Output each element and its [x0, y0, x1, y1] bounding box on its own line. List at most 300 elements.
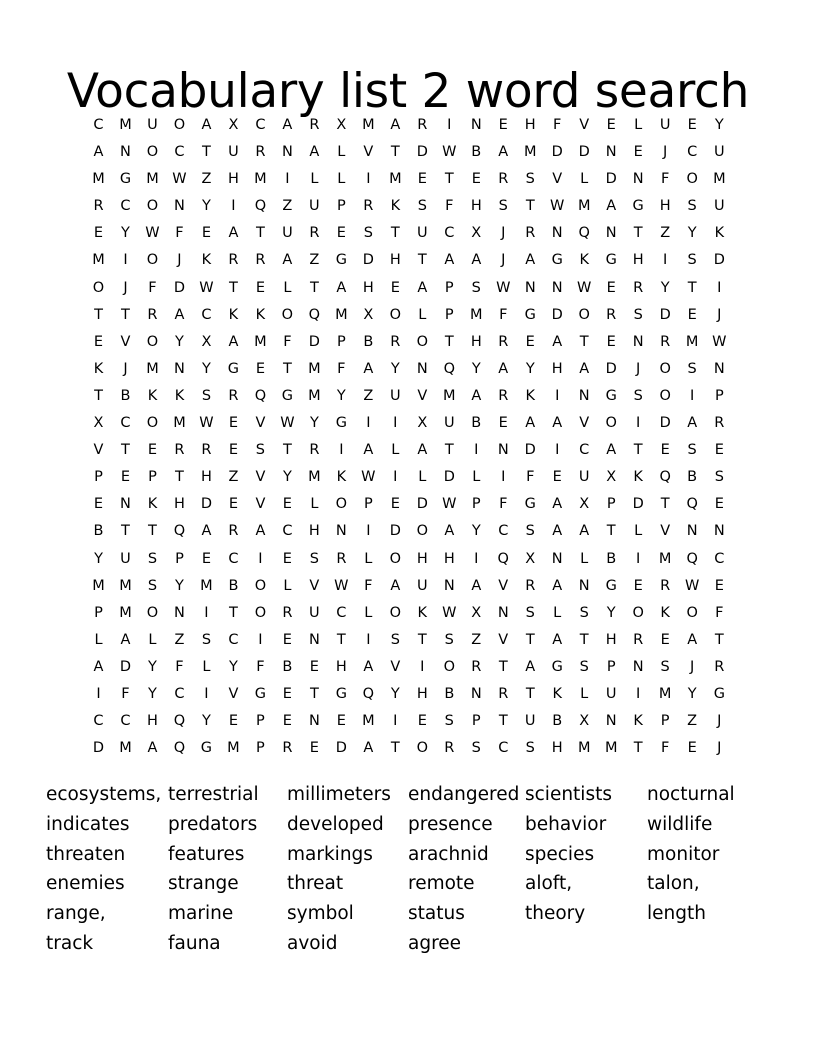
letter-cell[interactable]: E [282, 550, 292, 567]
letter-cell[interactable]: R [471, 658, 482, 675]
letter-cell[interactable]: T [417, 252, 427, 269]
letter-cell[interactable]: O [686, 604, 698, 621]
word-list-item[interactable]: avoid [287, 932, 338, 954]
letter-cell[interactable]: Y [471, 523, 481, 540]
letter-cell[interactable]: A [498, 360, 509, 377]
letter-cell[interactable]: C [498, 523, 509, 540]
letter-cell[interactable]: X [525, 550, 536, 567]
letter-cell[interactable]: L [418, 306, 427, 323]
letter-cell[interactable]: K [147, 387, 158, 404]
letter-cell[interactable]: B [120, 387, 131, 404]
letter-cell[interactable]: O [335, 496, 348, 513]
letter-cell[interactable]: M [362, 117, 375, 133]
letter-cell[interactable]: W [280, 415, 295, 432]
letter-cell[interactable]: K [174, 387, 185, 404]
letter-cell[interactable]: P [606, 658, 616, 675]
letter-cell[interactable]: H [227, 171, 239, 188]
letter-cell[interactable]: N [605, 713, 617, 730]
letter-cell[interactable]: P [94, 469, 103, 486]
word-list-item[interactable]: developed [287, 813, 384, 835]
letter-cell[interactable]: L [310, 171, 319, 188]
letter-cell[interactable]: D [551, 306, 563, 323]
letter-cell[interactable]: S [633, 387, 643, 404]
letter-cell[interactable]: O [146, 198, 159, 215]
letter-cell[interactable]: M [254, 171, 267, 188]
letter-cell[interactable]: C [498, 740, 509, 757]
letter-cell[interactable]: Y [714, 117, 724, 133]
letter-cell[interactable]: L [364, 550, 373, 567]
letter-cell[interactable]: S [687, 252, 697, 269]
letter-cell[interactable]: E [228, 713, 238, 730]
letter-cell[interactable]: Y [148, 658, 157, 675]
letter-cell[interactable]: A [201, 523, 212, 540]
letter-cell[interactable]: P [256, 740, 265, 757]
letter-cell[interactable]: M [685, 333, 699, 350]
letter-cell[interactable]: C [174, 144, 185, 161]
letter-cell[interactable]: D [713, 252, 725, 269]
letter-cell[interactable]: I [339, 442, 344, 459]
letter-cell[interactable]: N [174, 360, 185, 377]
letter-cell[interactable]: P [714, 387, 724, 404]
letter-cell[interactable]: I [501, 469, 506, 486]
letter-cell[interactable]: G [605, 252, 617, 269]
letter-cell[interactable]: X [201, 333, 212, 350]
letter-cell[interactable]: D [605, 171, 617, 188]
word-list-item[interactable]: terrestrial [168, 784, 259, 805]
letter-cell[interactable]: M [200, 577, 213, 594]
letter-cell[interactable]: K [660, 604, 670, 621]
letter-cell[interactable]: M [389, 171, 402, 188]
letter-cell[interactable]: H [416, 685, 428, 702]
letter-cell[interactable]: T [390, 225, 400, 242]
letter-cell[interactable]: K [525, 387, 535, 404]
letter-cell[interactable]: K [552, 685, 562, 702]
letter-cell[interactable]: A [606, 442, 617, 459]
letter-cell[interactable]: R [606, 306, 617, 323]
letter-cell[interactable]: U [309, 198, 320, 215]
letter-cell[interactable]: O [146, 604, 159, 621]
letter-cell[interactable]: R [714, 658, 725, 675]
letter-cell[interactable]: D [200, 496, 213, 513]
word-list-item[interactable]: ecosystems, [46, 784, 162, 805]
letter-cell[interactable]: I [474, 442, 479, 459]
letter-cell[interactable]: D [362, 252, 374, 269]
letter-cell[interactable]: S [201, 387, 212, 404]
letter-cell[interactable]: W [442, 144, 457, 161]
letter-cell[interactable]: F [364, 577, 373, 594]
letter-cell[interactable]: A [444, 523, 455, 540]
letter-cell[interactable]: R [525, 225, 536, 242]
letter-cell[interactable]: G [605, 577, 617, 594]
letter-cell[interactable]: B [363, 333, 374, 350]
letter-cell[interactable]: M [92, 171, 105, 188]
letter-cell[interactable]: O [146, 144, 159, 161]
letter-cell[interactable]: V [228, 685, 239, 702]
letter-cell[interactable]: N [470, 117, 482, 133]
letter-cell[interactable]: Q [497, 550, 509, 567]
letter-cell[interactable]: N [443, 577, 455, 594]
word-list-item[interactable]: marine [168, 903, 234, 925]
letter-cell[interactable]: L [634, 523, 643, 540]
letter-cell[interactable]: T [579, 631, 589, 648]
letter-cell[interactable]: T [175, 469, 184, 486]
word-list-item[interactable]: endangered [408, 784, 520, 805]
letter-cell[interactable]: S [471, 279, 481, 296]
letter-cell[interactable]: R [282, 604, 293, 621]
letter-cell[interactable]: K [201, 252, 212, 269]
letter-cell[interactable]: D [551, 144, 563, 161]
letter-cell[interactable]: R [255, 252, 266, 269]
letter-cell[interactable]: S [363, 225, 373, 242]
letter-cell[interactable]: X [336, 117, 347, 133]
letter-cell[interactable]: R [309, 225, 320, 242]
letter-cell[interactable]: Z [687, 713, 698, 730]
letter-cell[interactable]: E [417, 713, 427, 730]
word-list-item[interactable]: nocturnal [647, 784, 735, 805]
letter-cell[interactable]: M [577, 198, 591, 215]
letter-cell[interactable]: O [146, 252, 159, 269]
letter-cell[interactable]: V [660, 523, 671, 540]
letter-cell[interactable]: E [336, 225, 346, 242]
letter-cell[interactable]: T [228, 604, 238, 621]
letter-cell[interactable]: M [119, 740, 132, 757]
letter-cell[interactable]: D [119, 658, 132, 675]
letter-cell[interactable]: Q [686, 550, 698, 567]
letter-cell[interactable]: O [389, 604, 402, 621]
letter-cell[interactable]: T [121, 442, 130, 459]
letter-cell[interactable]: Y [202, 713, 211, 730]
letter-cell[interactable]: G [119, 171, 132, 188]
letter-cell[interactable]: Y [525, 360, 535, 377]
letter-cell[interactable]: S [579, 604, 589, 621]
letter-cell[interactable]: C [444, 225, 455, 242]
letter-cell[interactable]: S [417, 198, 427, 215]
letter-cell[interactable]: E [390, 279, 400, 296]
letter-cell[interactable]: S [525, 523, 535, 540]
word-list-item[interactable]: behavior [525, 813, 607, 835]
letter-cell[interactable]: G [227, 360, 240, 377]
letter-cell[interactable]: R [633, 279, 644, 296]
letter-cell[interactable]: E [633, 144, 643, 161]
letter-cell[interactable]: S [444, 713, 454, 730]
letter-cell[interactable]: I [393, 415, 398, 432]
letter-cell[interactable]: F [121, 685, 130, 702]
letter-cell[interactable]: M [308, 387, 321, 404]
letter-cell[interactable]: N [713, 523, 725, 540]
letter-cell[interactable]: R [282, 740, 293, 757]
letter-cell[interactable]: M [335, 306, 348, 323]
letter-cell[interactable]: R [660, 577, 671, 594]
letter-cell[interactable]: I [366, 415, 371, 432]
letter-cell[interactable]: C [228, 631, 239, 648]
letter-cell[interactable]: I [420, 658, 425, 675]
letter-cell[interactable]: T [498, 658, 508, 675]
letter-cell[interactable]: K [633, 469, 643, 486]
letter-cell[interactable]: K [255, 306, 266, 323]
letter-cell[interactable]: J [123, 360, 128, 377]
letter-cell[interactable]: L [364, 604, 373, 621]
letter-cell[interactable]: L [310, 496, 319, 513]
letter-cell[interactable]: M [658, 550, 672, 567]
letter-cell[interactable]: S [498, 198, 508, 215]
letter-cell[interactable]: U [605, 685, 617, 702]
letter-cell[interactable]: V [579, 415, 590, 432]
letter-cell[interactable]: I [96, 685, 101, 702]
letter-cell[interactable]: L [418, 469, 427, 486]
letter-cell[interactable]: Y [471, 360, 481, 377]
word-list-item[interactable]: track [46, 932, 94, 954]
letter-cell[interactable]: B [471, 415, 482, 432]
letter-cell[interactable]: C [120, 415, 131, 432]
letter-cell[interactable]: I [285, 171, 290, 188]
letter-cell[interactable]: R [633, 631, 644, 648]
letter-cell[interactable]: W [172, 171, 187, 188]
letter-cell[interactable]: G [605, 387, 617, 404]
letter-cell[interactable]: N [551, 225, 563, 242]
letter-cell[interactable]: H [524, 117, 536, 133]
letter-cell[interactable]: X [579, 713, 590, 730]
letter-cell[interactable]: B [228, 577, 239, 594]
letter-cell[interactable]: T [444, 442, 454, 459]
letter-cell[interactable]: O [146, 333, 159, 350]
letter-cell[interactable]: R [309, 442, 320, 459]
letter-cell[interactable]: X [471, 225, 482, 242]
letter-cell[interactable]: S [525, 740, 535, 757]
letter-cell[interactable]: T [633, 225, 643, 242]
letter-cell[interactable]: T [202, 144, 211, 161]
letter-cell[interactable]: R [228, 523, 239, 540]
letter-cell[interactable]: C [714, 550, 725, 567]
word-list-item[interactable]: species [525, 843, 595, 865]
letter-cell[interactable]: U [147, 117, 158, 133]
letter-cell[interactable]: Z [363, 387, 374, 404]
letter-cell[interactable]: S [444, 631, 454, 648]
letter-cell[interactable]: F [148, 279, 157, 296]
letter-cell[interactable]: I [258, 631, 263, 648]
letter-cell[interactable]: Y [606, 604, 616, 621]
letter-cell[interactable]: E [309, 740, 319, 757]
letter-cell[interactable]: P [336, 333, 346, 350]
letter-cell[interactable]: J [501, 225, 506, 242]
letter-cell[interactable]: O [254, 577, 267, 594]
letter-cell[interactable]: D [659, 306, 671, 323]
letter-cell[interactable]: T [444, 171, 454, 188]
letter-cell[interactable]: O [605, 415, 617, 432]
letter-cell[interactable]: T [309, 685, 319, 702]
letter-cell[interactable]: C [687, 144, 698, 161]
letter-cell[interactable]: N [416, 360, 428, 377]
letter-cell[interactable]: H [551, 740, 563, 757]
letter-cell[interactable]: G [551, 252, 563, 269]
letter-cell[interactable]: F [256, 658, 265, 675]
word-list-item[interactable]: status [408, 903, 465, 925]
letter-cell[interactable]: B [282, 658, 293, 675]
letter-cell[interactable]: O [389, 306, 402, 323]
letter-cell[interactable]: Q [308, 306, 321, 323]
letter-cell[interactable]: G [254, 685, 267, 702]
letter-cell[interactable]: G [335, 415, 347, 432]
letter-cell[interactable]: M [523, 144, 537, 161]
letter-cell[interactable]: E [687, 117, 697, 133]
word-list-item[interactable]: monitor [647, 843, 720, 865]
letter-cell[interactable]: E [201, 225, 212, 242]
letter-cell[interactable]: Y [121, 225, 130, 242]
letter-cell[interactable]: A [687, 631, 698, 648]
letter-cell[interactable]: S [201, 631, 212, 648]
letter-cell[interactable]: T [228, 279, 238, 296]
letter-cell[interactable]: L [580, 171, 589, 188]
letter-cell[interactable]: Y [687, 225, 697, 242]
letter-cell[interactable]: I [393, 469, 398, 486]
letter-cell[interactable]: L [580, 550, 589, 567]
letter-cell[interactable]: E [606, 279, 616, 296]
letter-cell[interactable]: N [120, 496, 131, 513]
letter-cell[interactable]: B [93, 523, 104, 540]
letter-cell[interactable]: Y [687, 685, 697, 702]
letter-cell[interactable]: M [92, 252, 105, 269]
letter-cell[interactable]: H [308, 523, 320, 540]
letter-cell[interactable]: Z [201, 171, 212, 188]
letter-cell[interactable]: V [498, 631, 509, 648]
letter-cell[interactable]: V [255, 415, 266, 432]
letter-cell[interactable]: A [552, 333, 563, 350]
letter-cell[interactable]: F [445, 198, 454, 215]
word-list-item[interactable]: range, [46, 903, 106, 925]
letter-cell[interactable]: O [416, 523, 429, 540]
letter-cell[interactable]: R [498, 171, 509, 188]
letter-cell[interactable]: P [444, 306, 454, 323]
letter-cell[interactable]: L [337, 171, 346, 188]
letter-cell[interactable]: O [416, 740, 429, 757]
letter-cell[interactable]: M [308, 360, 321, 377]
letter-cell[interactable]: N [632, 333, 644, 350]
letter-cell[interactable]: X [228, 117, 239, 133]
letter-cell[interactable]: D [389, 523, 401, 540]
letter-cell[interactable]: N [686, 523, 698, 540]
letter-cell[interactable]: D [443, 469, 455, 486]
letter-cell[interactable]: P [606, 496, 616, 513]
letter-cell[interactable]: T [121, 523, 130, 540]
letter-cell[interactable]: C [174, 685, 185, 702]
letter-cell[interactable]: E [660, 631, 670, 648]
letter-cell[interactable]: E [255, 279, 265, 296]
letter-cell[interactable]: T [417, 631, 427, 648]
letter-cell[interactable]: T [390, 740, 400, 757]
letter-cell[interactable]: R [390, 333, 401, 350]
letter-cell[interactable]: A [444, 252, 455, 269]
letter-cell[interactable]: H [443, 550, 455, 567]
letter-cell[interactable]: E [714, 442, 724, 459]
letter-cell[interactable]: T [282, 360, 292, 377]
word-list-item[interactable]: presence [408, 813, 493, 835]
letter-cell[interactable]: I [123, 252, 128, 269]
letter-cell[interactable]: M [119, 577, 132, 594]
letter-cell[interactable]: B [687, 469, 698, 486]
letter-cell[interactable]: E [201, 550, 212, 567]
letter-cell[interactable]: E [282, 685, 292, 702]
letter-cell[interactable]: R [444, 740, 455, 757]
letter-cell[interactable]: D [632, 496, 644, 513]
letter-cell[interactable]: A [579, 523, 590, 540]
letter-cell[interactable]: A [606, 198, 617, 215]
letter-cell[interactable]: X [417, 415, 428, 432]
letter-cell[interactable]: D [659, 415, 671, 432]
letter-cell[interactable]: A [390, 117, 401, 133]
letter-cell[interactable]: T [525, 198, 535, 215]
letter-cell[interactable]: W [496, 279, 511, 296]
letter-cell[interactable]: J [636, 360, 641, 377]
letter-cell[interactable]: E [93, 496, 104, 513]
letter-cell[interactable]: R [525, 577, 536, 594]
letter-cell[interactable]: F [553, 117, 562, 133]
letter-cell[interactable]: M [713, 171, 726, 188]
letter-cell[interactable]: Y [202, 198, 211, 215]
letter-cell[interactable]: H [605, 631, 617, 648]
letter-cell[interactable]: B [471, 144, 482, 161]
letter-cell[interactable]: O [173, 117, 186, 133]
letter-cell[interactable]: R [498, 387, 509, 404]
letter-cell[interactable]: O [146, 415, 159, 432]
letter-cell[interactable]: V [363, 144, 374, 161]
letter-cell[interactable]: T [94, 387, 103, 404]
letter-cell[interactable]: I [636, 685, 641, 702]
letter-cell[interactable]: A [309, 144, 320, 161]
letter-cell[interactable]: U [390, 387, 401, 404]
letter-cell[interactable]: H [200, 469, 212, 486]
letter-cell[interactable]: A [471, 577, 482, 594]
letter-cell[interactable]: V [255, 469, 266, 486]
letter-cell[interactable]: S [714, 469, 724, 486]
letter-cell[interactable]: N [713, 360, 725, 377]
letter-cell[interactable]: M [173, 415, 186, 432]
letter-cell[interactable]: E [282, 713, 292, 730]
letter-cell[interactable]: O [659, 387, 671, 404]
letter-cell[interactable]: A [498, 144, 509, 161]
letter-cell[interactable]: T [336, 631, 346, 648]
letter-cell[interactable]: M [227, 740, 240, 757]
word-list-item[interactable]: strange [168, 873, 239, 895]
letter-cell[interactable]: N [578, 577, 590, 594]
letter-cell[interactable]: Q [254, 198, 267, 215]
letter-cell[interactable]: Y [202, 360, 211, 377]
letter-cell[interactable]: N [281, 144, 293, 161]
letter-cell[interactable]: J [717, 713, 722, 730]
letter-cell[interactable]: C [120, 198, 131, 215]
letter-cell[interactable]: N [605, 144, 617, 161]
letter-cell[interactable]: J [717, 740, 722, 757]
letter-cell[interactable]: W [550, 198, 565, 215]
letter-cell[interactable]: E [498, 415, 508, 432]
letter-cell[interactable]: N [308, 713, 320, 730]
letter-cell[interactable]: S [633, 306, 643, 323]
letter-cell[interactable]: A [525, 658, 536, 675]
letter-cell[interactable]: R [498, 685, 509, 702]
letter-cell[interactable]: Q [173, 523, 186, 540]
letter-cell[interactable]: P [444, 279, 454, 296]
letter-cell[interactable]: O [416, 333, 429, 350]
letter-cell[interactable]: M [119, 604, 132, 621]
letter-cell[interactable]: I [204, 685, 209, 702]
letter-cell[interactable]: M [658, 685, 672, 702]
letter-cell[interactable]: H [470, 333, 482, 350]
letter-cell[interactable]: T [121, 306, 130, 323]
letter-cell[interactable]: A [552, 415, 563, 432]
letter-cell[interactable]: Y [94, 550, 103, 567]
letter-cell[interactable]: T [94, 306, 103, 323]
letter-cell[interactable]: E [471, 171, 481, 188]
letter-cell[interactable]: R [174, 442, 185, 459]
letter-cell[interactable]: I [690, 387, 695, 404]
